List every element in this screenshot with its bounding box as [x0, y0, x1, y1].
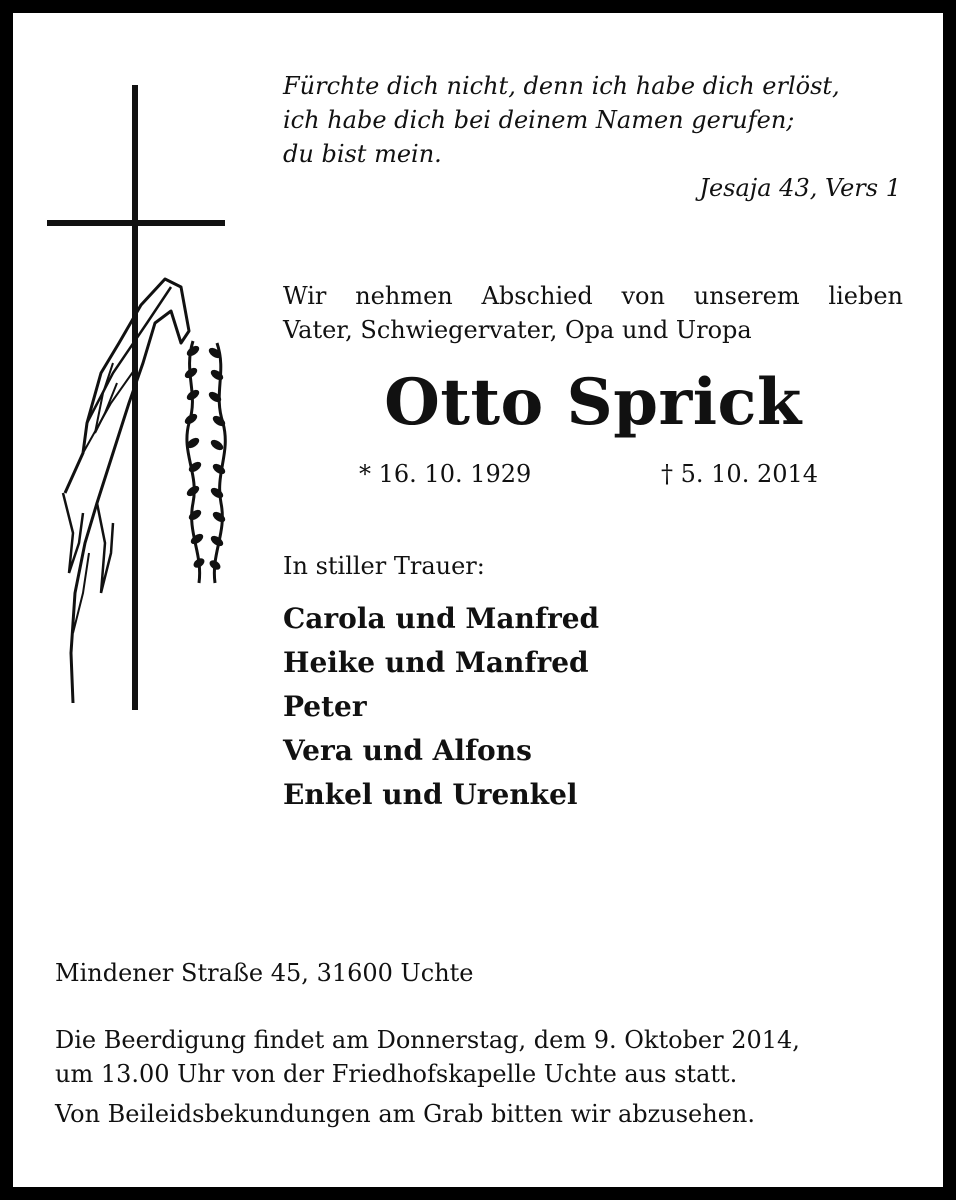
condolence-note: Von Beileidsbekundungen am Grab bitten wir abzusehen. [55, 1100, 755, 1128]
mourners-list [283, 597, 599, 817]
farewell-announcement [283, 279, 903, 347]
verse-line: Fürchte dich nicht, denn ich habe dich erlöst, [283, 72, 840, 100]
verse-line: ich habe dich bei deinem Namen gerufen; [283, 106, 795, 134]
verse-reference: Jesaja 43, Vers 1 [699, 174, 901, 202]
obituary-card [13, 13, 943, 1187]
cross-with-wheat-icon [43, 73, 243, 723]
funeral-details [55, 1023, 925, 1091]
mourner-name: Enkel und Urenkel [283, 778, 578, 811]
family-address: Mindener Straße 45, 31600 Uchte [55, 959, 474, 987]
funeral-line: um 13.00 Uhr von der Friedhofskapelle Uchte aus statt. [55, 1060, 738, 1088]
deceased-name: Otto Sprick [384, 365, 802, 440]
mourning-label: In stiller Trauer: [283, 552, 485, 580]
verse-line: du bist mein. [283, 140, 442, 168]
announcement-line: Wir nehmen Abschied von unserem lieben [283, 282, 903, 310]
bible-verse [283, 69, 903, 171]
announcement-line: Vater, Schwiegervater, Opa und Uropa [283, 316, 752, 344]
mourner-name: Vera und Alfons [283, 734, 532, 767]
death-date: † 5. 10. 2014 [661, 460, 819, 488]
funeral-line: Die Beerdigung findet am Donnerstag, dem 9. Oktober 2014, [55, 1026, 800, 1054]
birth-date: * 16. 10. 1929 [359, 460, 532, 488]
mourner-name: Carola und Manfred [283, 602, 600, 635]
mourner-name: Peter [283, 690, 367, 723]
mourner-name: Heike und Manfred [283, 646, 589, 679]
